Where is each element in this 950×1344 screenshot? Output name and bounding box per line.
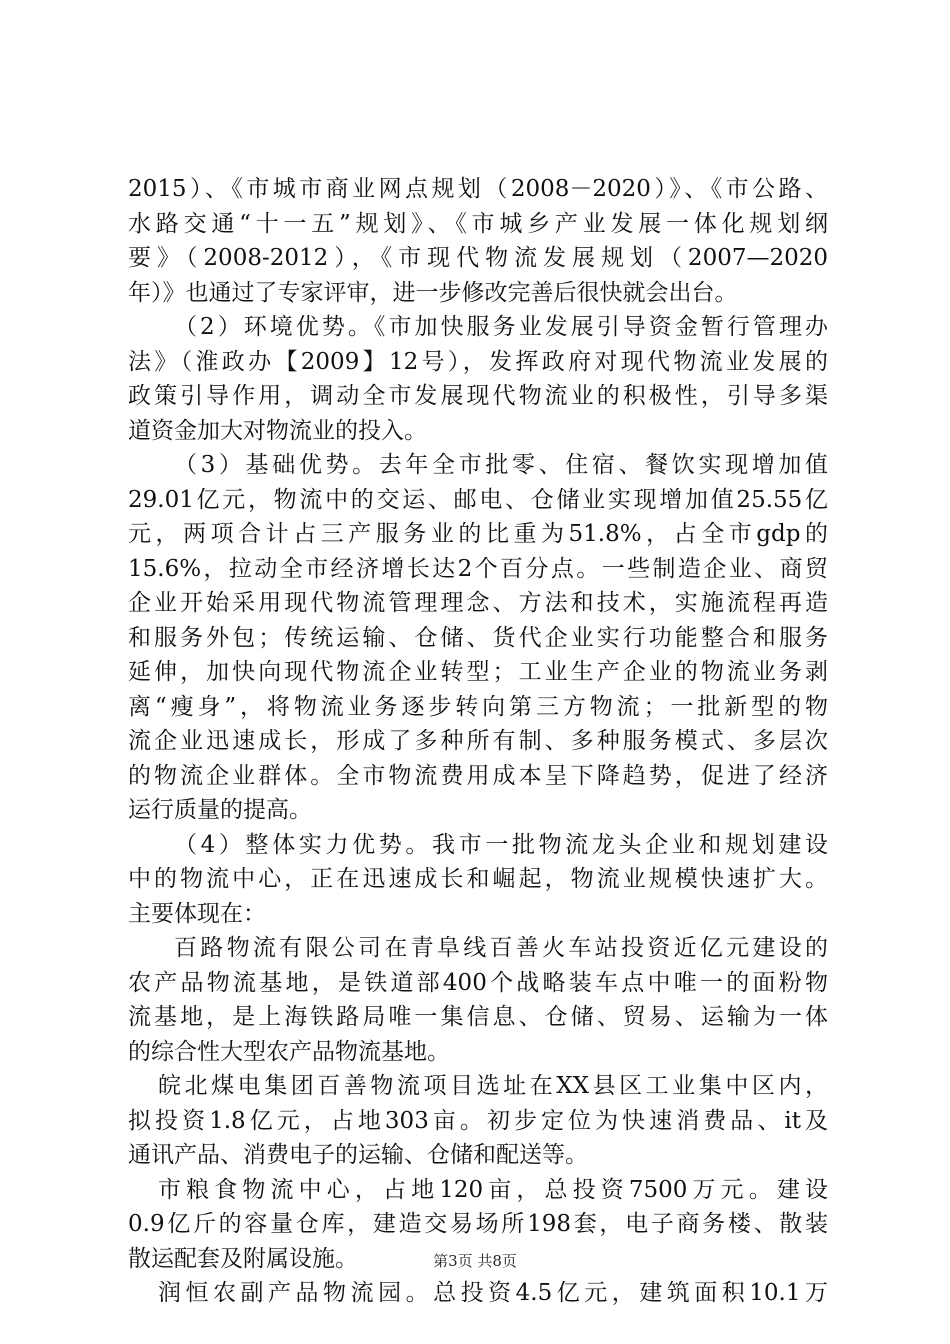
text-line: 法》（淮政办【2009】12号），发挥政府对现代物流业发展的 [128, 348, 828, 375]
text-line: 中的物流中心，正在迅速成长和崛起，物流业规模快速扩大。 [128, 866, 828, 892]
text-line: 皖北煤电集团百善物流项目选址在XX县区工业集中区内， [158, 1073, 828, 1099]
text-line: 市粮食物流中心，占地120亩，总投资7500万元。建设 [158, 1176, 828, 1203]
text-line: 离“瘦身”，将物流业务逐步转向第三方物流；一批新型的物 [128, 693, 828, 720]
text-line: 散运配套及附属设施。 [128, 1245, 358, 1272]
text-line: 元，两项合计占三产服务业的比重为51.8%，占全市gdp的 [128, 521, 828, 547]
document-body [128, 172, 828, 1311]
text-line: 29.01亿元，物流中的交运、邮电、仓储业实现增加值25.55亿 [128, 486, 828, 513]
paragraph-heading-overall-strength: （4）整体实力优势。我市一批物流龙头企业和规划建设 [174, 831, 828, 858]
text-line: 0.9亿斤的容量仓库，建造交易场所198套，电子商务楼、散装 [128, 1211, 828, 1237]
text-line: 的物流企业群体。全市物流费用成本呈下降趋势，促进了经济 [128, 762, 828, 789]
text-line: 通讯产品、消费电子的运输、仓储和配送等。 [128, 1142, 588, 1168]
text-line: 百路物流有限公司在青阜线百善火车站投资近亿元建设的 [174, 935, 828, 961]
paragraph-heading-foundation: （3）基础优势。去年全市批零、住宿、餐饮实现增加值 [174, 452, 828, 478]
text-line: 2015）、《市城市商业网点规划（2008－2020）》、《市公路、 [128, 176, 828, 202]
text-line: 运行质量的提高。 [128, 797, 312, 823]
text-line: 水路交通“十一五”规划》、《市城乡产业发展一体化规划纲 [128, 210, 828, 237]
text-line: 润恒农副产品物流园。总投资4.5亿元，建筑面积10.1万 [158, 1280, 828, 1306]
text-line: 道资金加大对物流业的投入。 [128, 417, 427, 444]
text-line: 主要体现在： [128, 900, 266, 927]
text-line: 政策引导作用，调动全市发展现代物流业的积极性，引导多渠 [128, 383, 828, 409]
text-line: 的综合性大型农产品物流基地。 [128, 1038, 450, 1065]
text-line: 流企业迅速成长，形成了多种所有制、多种服务模式、多层次 [128, 728, 828, 754]
text-line: 延伸，加快向现代物流企业转型；工业生产企业的物流业务剥 [128, 659, 828, 685]
text-line: 年）》也通过了专家评审，进一步修改完善后很快就会出台。 [128, 279, 738, 306]
paragraph-heading-environment: （2）环境优势。《市加快服务业发展引导资金暂行管理办 [174, 314, 828, 340]
text-line: 要》（2008-2012），《市现代物流发展规划（2007—2020 [128, 245, 828, 271]
text-line: 农产品物流基地，是铁道部400个战略装车点中唯一的面粉物 [128, 969, 828, 996]
text-line: 拟投资1.8亿元，占地303亩。初步定位为快速消费品、it及 [128, 1107, 828, 1134]
text-line: 流基地，是上海铁路局唯一集信息、仓储、贸易、运输为一体 [128, 1004, 828, 1030]
text-line: 企业开始采用现代物流管理理念、方法和技术，实施流程再造 [128, 590, 828, 616]
text-line: 和服务外包；传统运输、仓储、货代企业实行功能整合和服务 [128, 624, 828, 651]
page-number-footer: 第3页 共8页 [433, 1252, 517, 1270]
text-line: 15.6%，拉动全市经济增长达2个百分点。一些制造企业、商贸 [128, 555, 828, 582]
